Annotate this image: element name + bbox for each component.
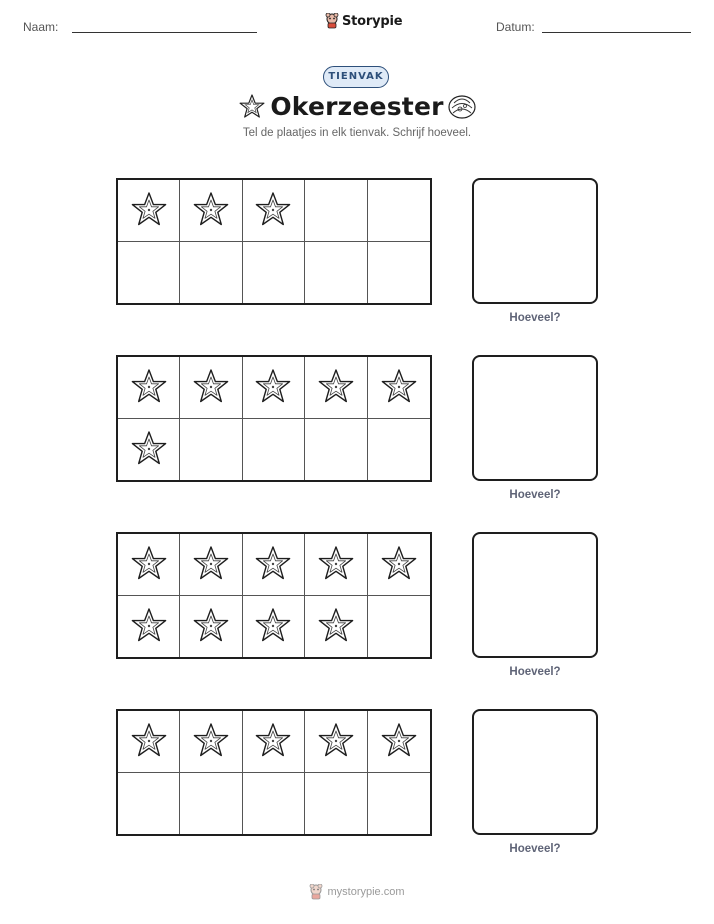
instructions: Tel de plaatjes in elk tienvak. Schrijf hoeveel. [242, 127, 472, 139]
ten-frame-cell [305, 773, 367, 835]
starfish-icon [129, 367, 169, 407]
ten-frame-cell [368, 242, 430, 304]
starfish-icon [253, 544, 293, 584]
ten-frame-cell [180, 180, 242, 242]
brand-logo [325, 13, 402, 29]
ten-frame-cell [243, 242, 305, 304]
starfish-icon [379, 721, 419, 761]
starfish-icon [253, 721, 293, 761]
date-label: Datum: [496, 20, 535, 34]
ten-frame-cell [368, 534, 430, 596]
ten-frame-cell [118, 180, 180, 242]
worksheet-title: Okerzeester [270, 92, 444, 121]
ten-frame-cell [118, 596, 180, 658]
ten-frame-cell [368, 773, 430, 835]
starfish-icon [253, 190, 293, 230]
starfish-icon [316, 721, 356, 761]
ten-frame-cell [368, 357, 430, 419]
ten-frame-cell [118, 773, 180, 835]
starfish-icon [379, 544, 419, 584]
starfish-icon [253, 367, 293, 407]
ten-frame-cell [305, 711, 367, 773]
ten-frame-cell [368, 711, 430, 773]
worksheet-type-badge: TIENVAK [323, 66, 389, 88]
ten-frame-cell [243, 773, 305, 835]
answer-box-2[interactable] [472, 355, 598, 481]
answer-box-3[interactable] [472, 532, 598, 658]
starfish-icon [129, 721, 169, 761]
ten-frame-cell [243, 180, 305, 242]
starfish-icon [316, 606, 356, 646]
starfish-icon [129, 429, 169, 469]
ten-frame-cell [305, 180, 367, 242]
ten-frame-cell [305, 534, 367, 596]
starfish-icon [191, 544, 231, 584]
ten-frame-cell [305, 242, 367, 304]
ten-frame-cell [368, 596, 430, 658]
date-field-line[interactable] [542, 32, 691, 33]
starfish-icon [191, 721, 231, 761]
answer-label-2: Hoeveel? [509, 489, 561, 501]
sea-shell-icon [446, 93, 478, 121]
ten-frame-cell [243, 596, 305, 658]
answer-box-1[interactable] [472, 178, 598, 304]
ten-frame-cell [243, 711, 305, 773]
starfish-icon [129, 606, 169, 646]
starfish-icon [129, 544, 169, 584]
starfish-icon [191, 367, 231, 407]
ten-frame-cell [180, 711, 242, 773]
ten-frame-cell [118, 357, 180, 419]
ten-frame-cell [368, 419, 430, 481]
starfish-icon [316, 367, 356, 407]
ten-frame-cell [305, 357, 367, 419]
ten-frame-cell [305, 596, 367, 658]
starfish-icon [191, 190, 231, 230]
starfish-icon [379, 367, 419, 407]
footer [0, 884, 714, 900]
ten-frame-cell [305, 419, 367, 481]
ten-frame-cell [180, 534, 242, 596]
starfish-icon [316, 544, 356, 584]
storypie-mascot-icon [325, 13, 339, 29]
ten-frame-cell [118, 419, 180, 481]
name-field-line[interactable] [72, 32, 257, 33]
answer-box-4[interactable] [472, 709, 598, 835]
ten-frame-cell [118, 242, 180, 304]
footer-link[interactable]: mystorypie.com [327, 886, 405, 898]
answer-label-4: Hoeveel? [509, 843, 561, 855]
starfish-icon [191, 606, 231, 646]
ten-frame-cell [180, 357, 242, 419]
ten-frame-cell [368, 180, 430, 242]
ten-frame-cell [243, 419, 305, 481]
storypie-mascot-icon [309, 884, 323, 900]
ten-frame-cell [180, 596, 242, 658]
ten-frame-cell [180, 773, 242, 835]
answer-label-1: Hoeveel? [509, 312, 561, 324]
name-label: Naam: [23, 20, 59, 34]
starfish-icon [253, 606, 293, 646]
ten-frame-1 [116, 178, 432, 305]
ten-frame-cell [180, 242, 242, 304]
ten-frame-cell [243, 534, 305, 596]
answer-label-3: Hoeveel? [509, 666, 561, 678]
brand-name: Storypie [342, 13, 403, 29]
ten-frame-3 [116, 532, 432, 659]
ten-frame-cell [180, 419, 242, 481]
ten-frame-cell [243, 357, 305, 419]
ten-frame-4 [116, 709, 432, 836]
starfish-icon [129, 190, 169, 230]
ten-frame-cell [118, 534, 180, 596]
ten-frame-cell [118, 711, 180, 773]
ten-frame-2 [116, 355, 432, 482]
